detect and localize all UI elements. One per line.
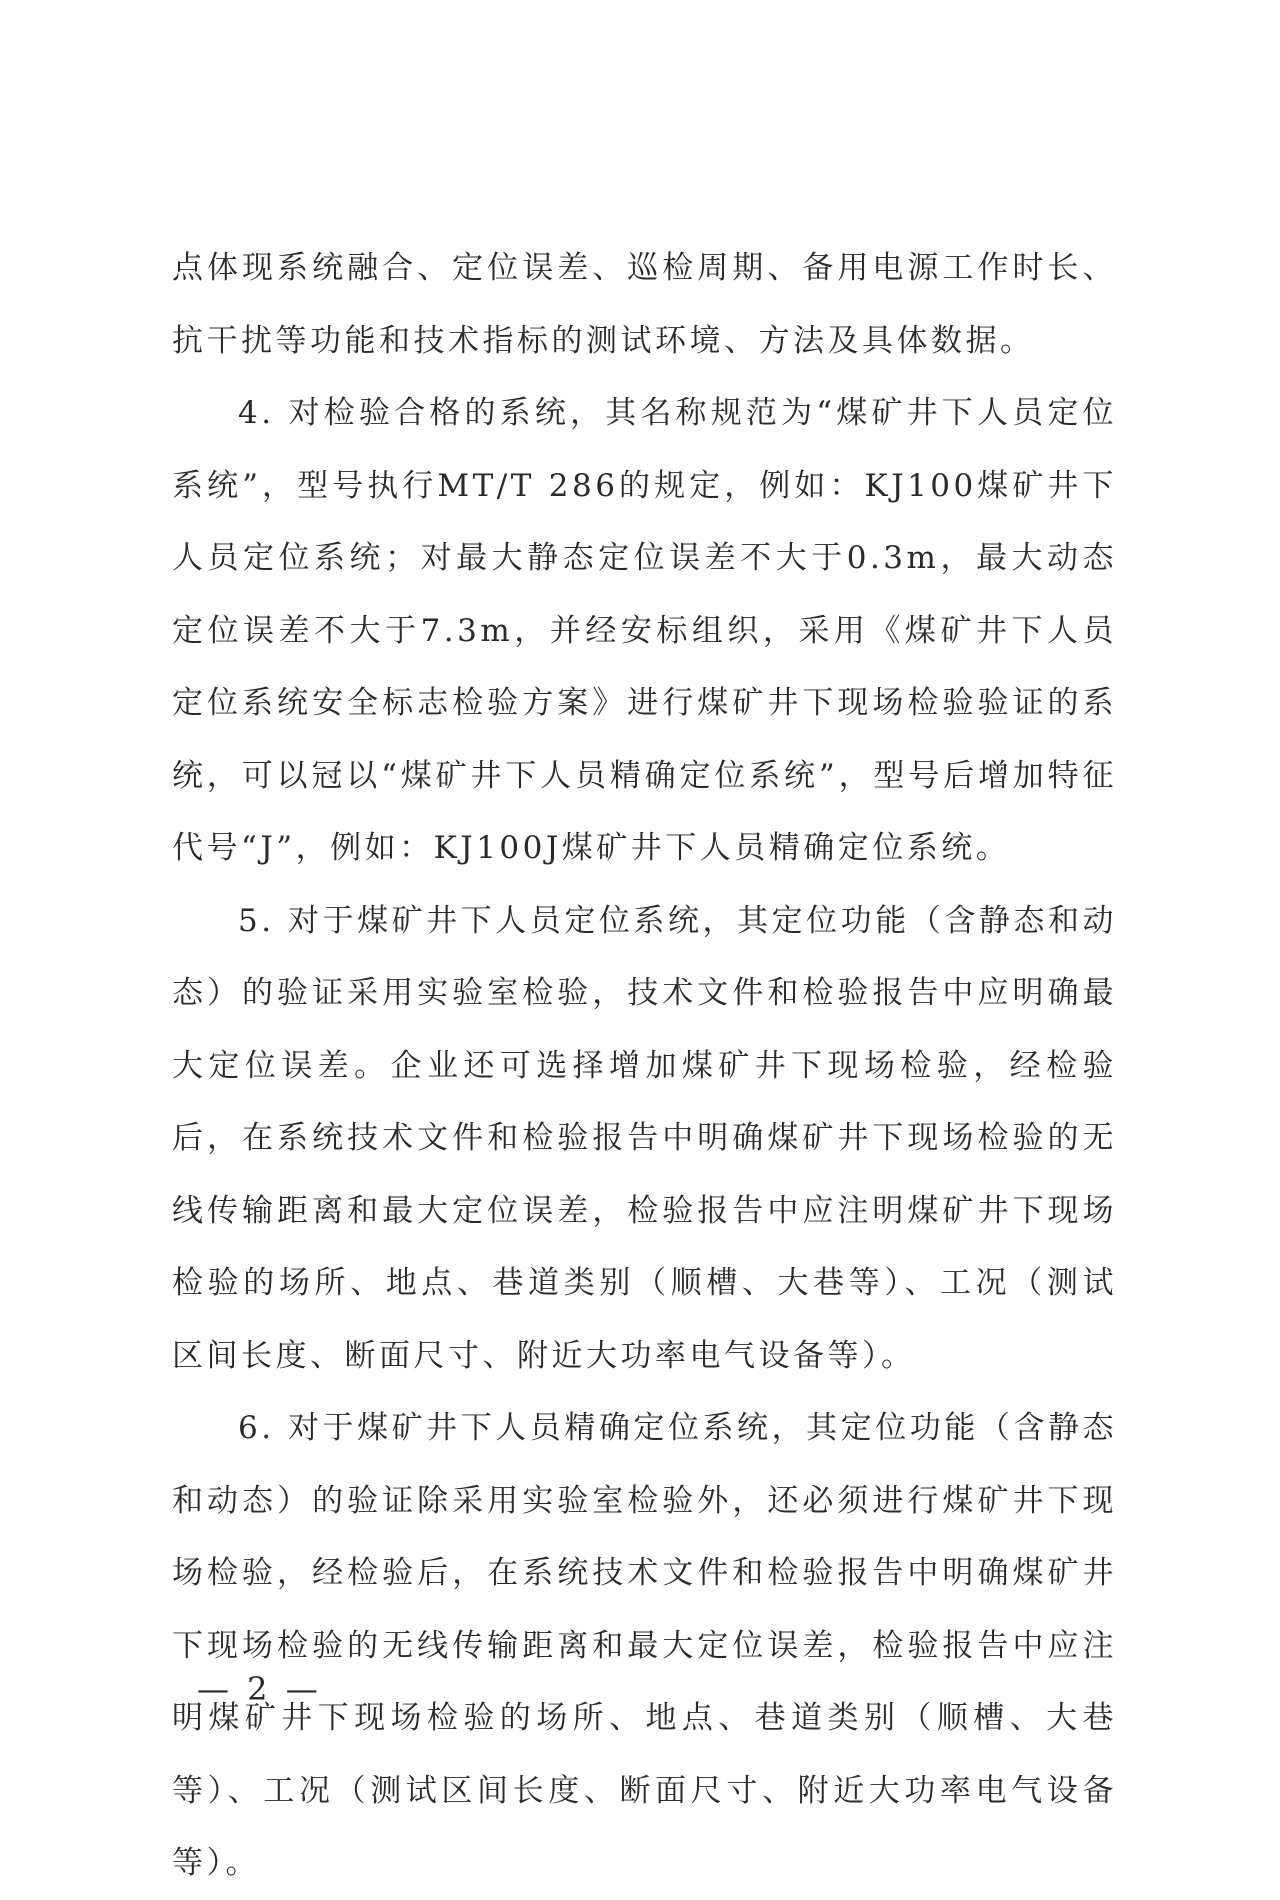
paragraph-continuation: 点体现系统融合、定位误差、巡检周期、备用电源工作时长、抗干扰等功能和技术指标的测试环境、方法及具体数据。 xyxy=(172,250,1117,359)
paragraph-item-6: 6. 对于煤矿井下人员精确定位系统，其定位功能（含静态和动态）的验证除采用实验室检验外，还必须进行煤矿井下现场检验，经检验后，在系统技术文件和检验报告中明确煤矿井下现场检验的无线传输距离和最大定位误差，检验报告中应注明煤矿井下现场检验的场所、地点、巷道类别（顺槽、大巷等）、工况（测试区间长度、断面尺寸、附近大功率电气设备等）。 xyxy=(172,1410,1117,1881)
document-body xyxy=(172,232,1117,1900)
paragraph-item-5: 5. 对于煤矿井下人员定位系统，其定位功能（含静态和动态）的验证采用实验室检验，技术文件和检验报告中应明确最大定位误差。企业还可选择增加煤矿井下现场检验，经检验后，在系统技术文件和检验报告中明确煤矿井下现场检验的无线传输距离和最大定位误差，检验报告中应注明煤矿井下现场检验的场所、地点、巷道类别（顺槽、大巷等）、工况（测试区间长度、断面尺寸、附近大功率电气设备等）。 xyxy=(172,902,1117,1374)
paragraph-item-4: 4. 对检验合格的系统，其名称规范为“煤矿井下人员定位系统”，型号执行MT/T 286的规定，例如：KJ100煤矿井下人员定位系统；对最大静态定位误差不大于0.3m，最大动态定位误差不大于7.3m，并经安标组织，采用《煤矿井下人员定位系统安全标志检验方案》进行煤矿井下现场检验验证的系统，可以冠以“煤矿井下人员精确定位系统”，型号后增加特征代号“J”，例如：KJ100J煤矿井下人员精确定位系统。 xyxy=(172,395,1117,866)
page-number: — 2 — xyxy=(197,1670,322,1708)
